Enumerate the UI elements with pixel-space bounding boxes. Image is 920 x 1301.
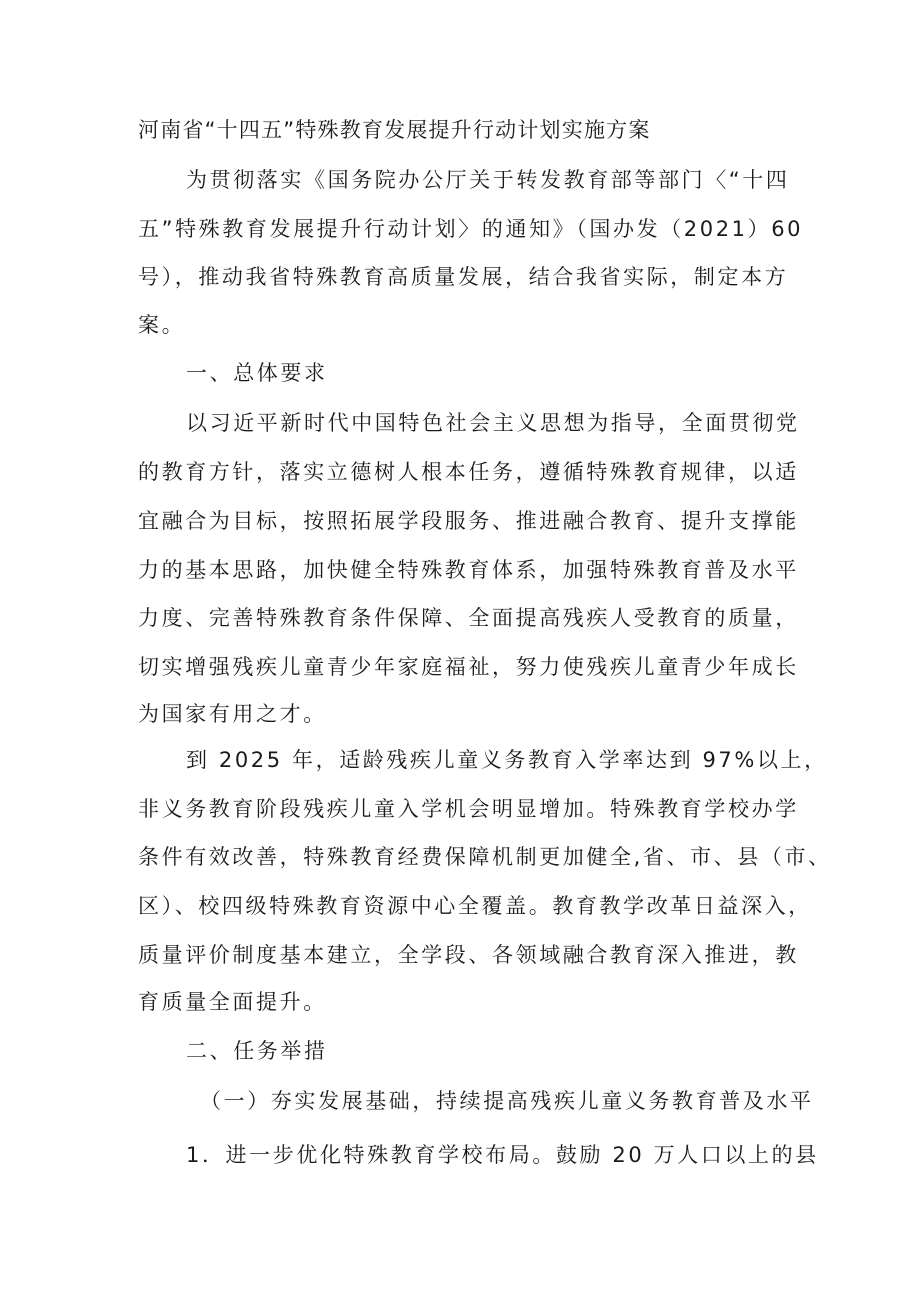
intro-line-1: 为贯彻落实《国务院办公厅关于转发教育部等部门〈“十四 [186,168,790,192]
section-1-para-2-line-1: 到 2025 年，适龄残疾儿童义务教育入学率达到 97%以上， [186,748,828,772]
section-1-para-1-line-2: 的教育方针，落实立德树人根本任务，遵循特殊教育规律，以适 [138,460,799,484]
section-2-heading: 二、任务举措 [186,1039,328,1063]
section-1-para-1-line-4: 力的基本思路，加快健全特殊教育体系，加强特殊教育普及水平 [138,558,799,582]
section-1-para-2-line-5: 质量评价制度基本建立，全学段、各领域融合教育深入推进，教 [138,943,799,967]
document-title: 河南省“十四五”特殊教育发展提升行动计划实施方案 [138,118,651,142]
section-1-para-1-line-1: 以习近平新时代中国特色社会主义思想为指导，全面贯彻党 [186,411,800,435]
section-1-para-1-line-7: 为国家有用之才。 [138,702,327,726]
intro-line-2: 五”特殊教育发展提升行动计划〉的通知》（国办发（2021）60 [138,217,804,241]
section-1-heading: 一、总体要求 [186,361,328,385]
section-1-para-2-line-3: 条件有效改善，特殊教育经费保障机制更加健全,省、市、县（市、 [138,845,832,869]
section-1-para-1-line-6: 切实增强残疾儿童青少年家庭福祉，努力使残疾儿童青少年成长 [138,655,799,679]
intro-line-4: 案。 [138,313,186,337]
intro-line-3: 号），推动我省特殊教育高质量发展，结合我省实际，制定本方 [138,265,789,289]
section-1-para-2-line-2: 非义务教育阶段残疾儿童入学机会明显增加。特殊教育学校办学 [138,797,799,821]
item-1: 1．进一步优化特殊教育学校布局。鼓励 20 万人口以上的县 [186,1143,819,1167]
subsection-1-heading: （一）夯实发展基础，持续提高残疾儿童义务教育普及水平 [200,1089,814,1113]
section-1-para-2-line-6: 育质量全面提升。 [138,990,327,1014]
section-1-para-1-line-5: 力度、完善特殊教育条件保障、全面提高残疾人受教育的质量， [138,606,799,630]
section-1-para-1-line-3: 宜融合为目标，按照拓展学段服务、推进融合教育、提升支撑能 [138,509,799,533]
section-1-para-2-line-4: 区）、校四级特殊教育资源中心全覆盖。教育教学改革日益深入， [138,894,812,918]
